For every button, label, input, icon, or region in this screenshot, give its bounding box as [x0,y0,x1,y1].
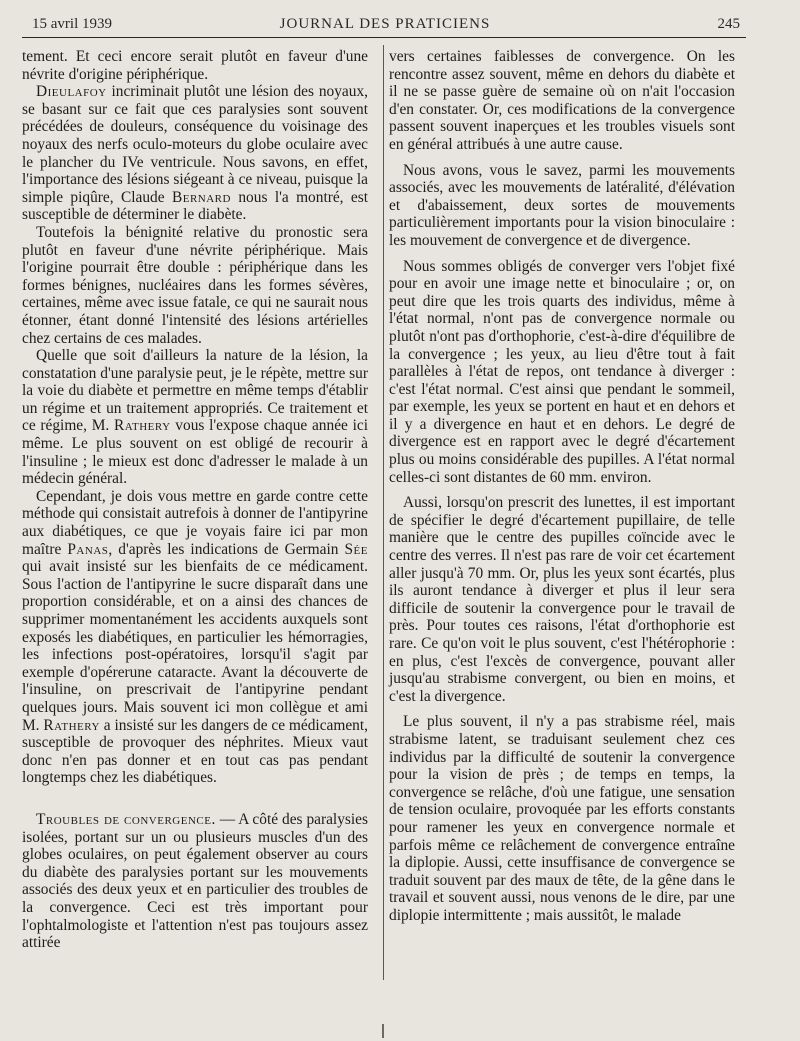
journal-title: JOURNAL DES PRATICIENS [279,16,491,32]
author-name: Rathery [114,417,171,435]
page-number: 245 [717,16,740,32]
section-heading: Troubles de convergence. [36,810,216,828]
paragraph: tement. Et ceci encore serait plutôt en faveur d'une névrite d'origine périphérique. [22,48,368,83]
bottom-mark [382,1024,384,1038]
right-column [389,48,735,925]
issue-date: 15 avril 1939 [32,16,112,32]
column-divider [383,45,384,980]
author-name: Bernard [171,188,231,206]
author-name: Sée [344,540,368,558]
paragraph: vers certaines faiblesses de convergence. On les rencontre assez souvent, même en dehors du diabète et il ne se passe guère de semaine où on n'ait l'occasion d'en constater. Or, ces modifications de la convergence passent souvent inaperçues et les troubles visuels sont en général attribués à une autre cause. [389,48,735,153]
paragraph: Dieulafoy incriminait plutôt une lésion des noyaux, se basant sur ce fait que ces paralysies sont souvent précédées de douleurs, conséquence du voisinage des noyaux des nerfs oculo-moteurs du globe oculaire avec le plancher du IVe ventricule. Nous savons, en effet, l'importance des lésions siégeant à ce niveau, puisque la simple piqûre, Claude Bernard nous l'a montré, est susceptible de déterminer le diabète. [22,83,369,224]
paragraph: Nous sommes obligés de converger vers l'objet fixé pour en avoir une image nette et binoculaire ; or, on peut dire que les trois quarts des individus, même à l'état normal, n'ont pas de convergence normale ou plutôt n'ont pas d'orthophorie, c'est-à-dire d'équilibre de la convergence ; les yeux, au lieu d'être tout à fait parallèles à l'état de repos, ont tendance à diverger : c'est l'état normal. C'est ainsi que pendant le sommeil, par exemple, les yeux se portent en haut et en dehors et il y a divergence en haut et en dehors. Le degré de divergence est en rapport avec le degré d'écartement plus ou moins considérable des pupilles. A l'état normal celles-ci sont distantes de 60 mm. environ. [389,257,735,486]
left-column [22,48,368,952]
paragraph: Quelle que soit d'ailleurs la nature de la lésion, la constatation d'une paralysie peut, je le répète, mettre sur la voie du diabète et permettre en même temps d'établir un régime et un traitement appropriés. Ce traitement et ce régime, M. Rathery vous l'expose chaque année ici même. Le plus souvent on est obligé de recourir à l'insuline ; le mieux est donc d'adresser le malade à un médecin général. [22,347,368,488]
author-name: Rathery [43,716,100,734]
paragraph: Aussi, lorsqu'on prescrit des lunettes, il est important de spécifier le degré d'écartement pupillaire, de telle manière que le centre des pupilles coïncide avec le centre des verres. Il n'est pas rare de voir cet écartement aller jusqu'à 70 mm. Or, plus les yeux sont écartés, plus ils auront tendance à diverger et plus il leur sera difficile de soutenir la convergence pour le travail de près. Pour toutes ces raisons, l'état d'orthophorie est rare. Ce qu'on voit le plus souvent, c'est l'hétérophorie : en plus, c'est l'excès de convergence, pouvant aller jusqu'au strabisme convergent, ou bien en moins, et c'est la divergence. [389,494,735,705]
paragraph: Le plus souvent, il n'y a pas strabisme réel, mais strabisme latent, se traduisant seulement chez ces individus par la difficulté de soutenir la convergence pour la vision de près ; de temps en temps, la convergence se relâche, d'où une fatigue, une sensation de tension oculaire, provoquée par les efforts constants pour ramener les yeux en convergence normale et parfois même ce relâchement de convergence entraîne la diplopie. Aussi, cette insuffisance de convergence se traduit souvent par des maux de tête, de la gêne dans le travail et souvent aussi, nous venons de le dire, par une diplopie intermittente ; mais aussitôt, le malade [389,713,735,924]
paragraph: Toutefois la bénignité relative du pronostic sera plutôt en faveur d'une névrite périphérique. Mais l'origine pourrait être double : périphérique dans les formes bénignes, nucléaires dans les formes sévères, certaines, même avec issue fatale, ce qui ne saurait nous étonner, étant donné l'intensité des lésions artérielles chez certains de ces malades. [22,223,368,347]
paragraph: Nous avons, vous le savez, parmi les mouvements associés, avec les mouvements de latéralité, d'élévation et d'abaissement, deux sortes de mouvements particulièrement importants pour la vision binoculaire : les mouvement de convergence et de divergence. [389,161,735,249]
page-header [30,14,740,36]
header-rule [22,37,746,38]
author-name: Dieulafoy [36,83,107,101]
author-name: Panas [67,540,109,558]
paragraph: Cependant, je dois vous mettre en garde contre cette méthode qui consistait autrefois à donner de l'antipyrine aux diabétiques, ce que je voyais faire ici par mon maître Panas, d'après les indications de Germain Sée qui avait insisté sur les bienfaits de ce médicament. Sous l'action de l'antipyrine le sucre disparaît dans une proportion considérable, et on a ainsi des chances de supprimer momentanément les accidents auxquels sont exposés les diabétiques, en particulier les hémorragies, les infections post-opératoires, lorsqu'il s'agit par exemple d'opérerune cataracte. Avant la découverte de l'insuline, on prescrivait de l'antipyrine pendant quelques jours. Mais souvent ici mon collègue et ami M. Rathery a insisté sur les dangers de ce médicament, susceptible de provoquer des néphrites. Mieux vaut donc n'en pas donner et en tout cas pas pendant longtemps chez les diabétiques. [22,487,368,787]
paragraph: Troubles de convergence. — A côté des paralysies isolées, portant sur un ou plusieurs muscles d'un des globes oculaires, on peut également observer au cours du diabète des paralysies portant sur les mouvements associés des deux yeux et en particulier des troubles de la convergence. Ceci est très important pour l'ophtalmologiste et l'attention n'est pas toujours assez attirée [22,810,368,952]
